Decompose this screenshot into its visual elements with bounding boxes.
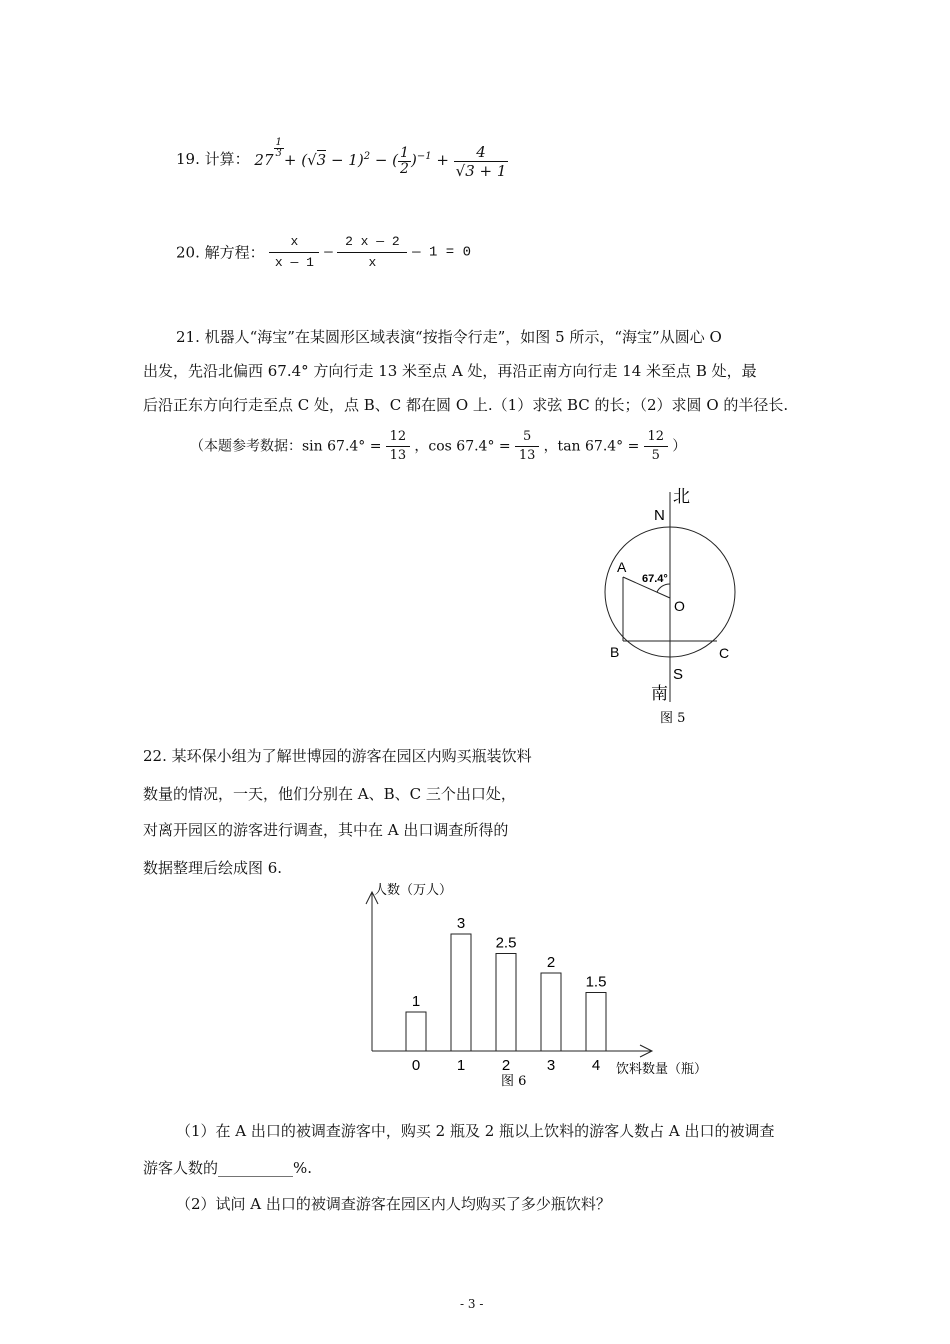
center-o-label: O xyxy=(674,598,685,614)
x-axis-label: 饮料数量（瓶） xyxy=(616,1062,708,1077)
q19-base: 27 xyxy=(254,151,274,169)
q21-ref-suffix: ） xyxy=(672,438,687,455)
q19-op2: − 1) xyxy=(326,151,364,169)
y-axis-label: 人数（万人） xyxy=(374,883,453,898)
q22-line1: 22. 某环保小组为了解世博园的游客在园区内购买瓶装饮料 xyxy=(143,747,532,765)
bar-4 xyxy=(586,993,606,1052)
q19-half-den: 2 xyxy=(400,160,409,177)
sin-den: 13 xyxy=(386,446,410,465)
bar-2 xyxy=(496,954,516,1052)
bar-value-label-2: 2.5 xyxy=(495,934,517,952)
south-en-label: S xyxy=(673,666,684,683)
north-en-label: N xyxy=(654,507,665,524)
bar-value-label-3: 2 xyxy=(546,954,556,971)
q21-line2: 出发，先沿北偏西 67.4° 方向行走 13 米至点 A 处，再沿正南方向行走 14 米至点 B 处，最 xyxy=(143,362,757,380)
q20-minus: — xyxy=(324,244,333,261)
q19-half-num: 1 xyxy=(400,144,409,161)
x-tick-label-3: 3 xyxy=(546,1057,556,1074)
q19-frac-den-sqrt: 3 xyxy=(465,161,475,180)
q19-frac-den-tail: + 1 xyxy=(474,161,507,180)
bar-3 xyxy=(541,973,561,1051)
figure-5 xyxy=(590,480,760,730)
q20-frac2-den: x xyxy=(337,252,407,273)
cos-num: 5 xyxy=(522,429,532,444)
figure-6-bar-chart xyxy=(360,880,720,1095)
bar-value-label-4: 1.5 xyxy=(585,973,607,991)
north-cn-label: 北 xyxy=(673,487,690,507)
tan-num: 12 xyxy=(647,429,665,444)
sin-num: 12 xyxy=(389,429,407,444)
point-b-label: B xyxy=(610,644,620,660)
point-a-label: A xyxy=(617,559,627,575)
q19-close-paren: ) xyxy=(410,151,417,169)
bar-0 xyxy=(406,1012,426,1051)
cos-den: 13 xyxy=(515,446,539,465)
bar-value-label-0: 1 xyxy=(411,993,421,1010)
figure5-caption: 图 5 xyxy=(660,711,686,726)
q19-op4: + xyxy=(431,151,454,169)
q20-frac1-den: x — 1 xyxy=(269,252,319,273)
q22-line4: 数据整理后绘成图 6. xyxy=(143,859,283,877)
tan-den: 5 xyxy=(644,446,668,465)
figure6-caption: 图 6 xyxy=(501,1074,527,1089)
q21-line3: 后沿正东方向行走至点 C 处，点 B、C 都在圆 O 上.（1）求弦 BC 的长；（2）求圆 O 的半径长. xyxy=(143,396,789,414)
q21-line1: 21. 机器人“海宝”在某圆形区域表演“按指令行走”，如图 5 所示，“海宝”从圆心 O xyxy=(176,328,722,346)
x-tick-label-4: 4 xyxy=(591,1057,601,1074)
angle-arc xyxy=(657,584,670,592)
q20-tail: — 1 = 0 xyxy=(412,244,471,261)
q19-square: 2 xyxy=(363,151,371,162)
q20-frac1-num: x xyxy=(290,234,299,249)
q21-reference xyxy=(190,428,686,472)
q19-frac-num: 4 xyxy=(476,142,486,161)
q19 xyxy=(176,138,508,178)
q21-ref-prefix: （本题参考数据：sin 67.4° = xyxy=(190,438,382,455)
angle-label: 67.4° xyxy=(642,573,668,585)
page-number: - 3 - xyxy=(460,1297,484,1311)
x-tick-label-0: 0 xyxy=(411,1057,421,1074)
q22-line3: 对离开园区的游客进行调查，其中在 A 出口调查所得的 xyxy=(143,821,509,839)
q22-sub1-line2: 游客人数的__________%. xyxy=(143,1159,313,1177)
q21-cos-prefix: ，cos 67.4° = xyxy=(414,438,511,455)
x-tick-label-1: 1 xyxy=(456,1057,466,1074)
q22-sub2: （2）试问 A 出口的被调查游客在园区内人均购买了多少瓶饮料？ xyxy=(176,1195,611,1213)
bar-1 xyxy=(451,934,471,1051)
q20 xyxy=(176,232,471,272)
q19-expression: 27 $^{\frac{1}{3}}$ + $(√3 - 1)^2$ − ( $\frac{1}{2}$ )$^{-1}$ + $\frac{4}{√3 + 1}$ xyxy=(254,137,507,180)
q20-frac2-num: 2 x — 2 xyxy=(345,234,400,249)
q19-neg-exp: −1 xyxy=(416,151,432,162)
q19-sqrt-arg: 3 xyxy=(316,151,327,169)
q19-op3: − ( xyxy=(370,151,399,169)
q19-op1: + ( xyxy=(283,151,308,169)
south-cn-label: 南 xyxy=(651,684,668,704)
bar-value-label-1: 3 xyxy=(456,915,466,932)
q22-sub1-line1: （1）在 A 出口的被调查游客中，购买 2 瓶及 2 瓶以上饮料的游客人数占 A 出口的被调查 xyxy=(176,1122,775,1140)
q20-label: 20. 解方程： xyxy=(176,243,265,262)
point-c-label: C xyxy=(719,645,730,661)
q19-exp-num: 1 xyxy=(275,137,282,148)
q19-exp-den: 3 xyxy=(275,148,282,159)
bars-group xyxy=(406,915,606,1074)
q21-tan-prefix: ，tan 67.4° = xyxy=(543,438,640,455)
q22-line2: 数量的情况，一天，他们分别在 A、B、C 三个出口处， xyxy=(143,785,516,803)
q19-frac-den: √3 + 1 xyxy=(455,161,507,180)
q19-label: 19. 计算： xyxy=(176,149,250,168)
x-tick-label-2: 2 xyxy=(501,1057,511,1074)
